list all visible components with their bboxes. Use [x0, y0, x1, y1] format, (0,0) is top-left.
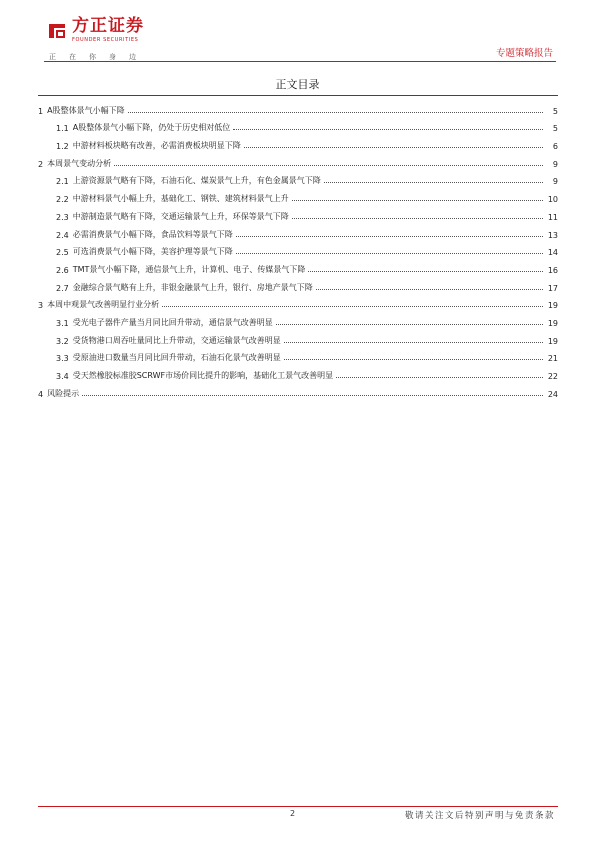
toc-entry-page: 10 — [547, 195, 558, 205]
toc-entry[interactable] — [38, 257, 558, 275]
toc-dot-leader — [236, 253, 543, 254]
toc-entry[interactable] — [38, 133, 558, 151]
toc-entry-number: 2.4 — [56, 230, 69, 240]
toc-entry-label: 中游制造景气略有下降，交通运输景气上升，环保等景气下降 — [72, 211, 289, 221]
toc-entry-page: 14 — [547, 248, 558, 258]
toc-dot-leader — [284, 359, 543, 360]
toc-entry-number: 3.3 — [56, 354, 69, 364]
toc-entry-number: 1.1 — [56, 124, 69, 134]
toc-entry-number: 2.5 — [56, 248, 69, 258]
toc-entry-page: 9 — [552, 159, 558, 169]
toc-entry[interactable] — [38, 204, 558, 222]
toc-entry-label: 本周景气变动分析 — [47, 158, 112, 168]
header-divider — [44, 61, 556, 62]
toc-entry[interactable] — [38, 275, 558, 293]
toc-entry[interactable] — [38, 98, 558, 116]
page-header — [0, 0, 595, 70]
toc-entry-number: 4 — [38, 389, 44, 399]
toc-dot-leader — [162, 306, 543, 307]
toc-entry-label: 受天然橡胶标准胶SCRWF市场价同比提升的影响，基础化工景气改善明显 — [72, 371, 334, 380]
toc-entry-number: 3.1 — [56, 318, 69, 328]
toc-dot-leader — [336, 377, 543, 378]
toc-entry-page: 19 — [547, 336, 558, 346]
toc-entry-number: 2 — [38, 159, 44, 169]
toc-dot-leader — [292, 200, 543, 201]
toc-entry[interactable] — [38, 328, 558, 346]
toc-entry[interactable] — [38, 186, 558, 204]
toc-entry[interactable] — [38, 222, 558, 240]
toc-entry-label: TMT景气小幅下降，通信景气上升，计算机、电子、传媒景气下降 — [72, 264, 306, 274]
toc-entry-number: 1 — [38, 106, 44, 116]
toc-entry-page: 24 — [547, 389, 558, 399]
toc-entry-page: 19 — [547, 318, 558, 328]
toc-entry-label: 本周中观景气改善明显行业分析 — [47, 300, 160, 310]
toc-title: 正文目录 — [275, 78, 320, 91]
toc-entry-label: 上游资源景气略有下降，石油石化、煤炭景气上升，有色金属景气下降 — [72, 176, 321, 186]
toc-entry-number: 3.2 — [56, 336, 69, 346]
toc-dot-leader — [233, 129, 543, 130]
toc-dot-leader — [276, 324, 543, 325]
toc-dot-leader — [316, 289, 543, 290]
toc-entry[interactable] — [38, 116, 558, 134]
toc-entry-label: 金融综合景气略有上升，非银金融景气上升，银行、房地产景气下降 — [72, 282, 313, 292]
toc-entry-page: 5 — [552, 124, 558, 134]
toc-entry[interactable] — [38, 381, 558, 399]
toc-entry-page: 19 — [547, 301, 558, 311]
slogan: 正在你身边 — [49, 53, 149, 61]
toc-entry-number: 2.6 — [56, 265, 69, 275]
founder-logo — [46, 18, 144, 43]
toc-entry-number: 2.2 — [56, 195, 69, 205]
toc-dot-leader — [244, 147, 543, 148]
toc-entry-page: 16 — [547, 265, 558, 275]
toc-entry[interactable] — [38, 169, 558, 187]
toc-entry-label: 必需消费景气小幅下降，食品饮料等景气下降 — [72, 229, 233, 239]
toc-dot-leader — [114, 165, 543, 166]
toc-entry-page: 21 — [547, 354, 558, 364]
toc-dot-leader — [324, 182, 543, 183]
toc-dot-leader — [292, 218, 543, 219]
toc-dot-leader — [128, 112, 543, 113]
toc-entry-number: 3 — [38, 301, 44, 311]
toc-entry[interactable] — [38, 240, 558, 258]
toc-dot-leader — [308, 271, 543, 272]
toc-entry-label: A股整体景气小幅下降，仍处于历史相对低位 — [72, 123, 231, 133]
toc-entry[interactable] — [38, 346, 558, 364]
report-type: 专题策略报告 — [495, 48, 553, 59]
founder-logo-icon — [46, 20, 68, 42]
disclaimer-notice: 敬请关注文后特别声明与免责条款 — [404, 811, 555, 821]
toc-dot-leader — [284, 342, 543, 343]
page-number: 2 — [290, 809, 296, 818]
toc-entry-number: 2.3 — [56, 212, 69, 222]
toc-entry-label: 受原油进口数量当月同比回升带动，石油石化景气改善明显 — [72, 353, 281, 363]
toc-entry-page: 22 — [547, 372, 558, 381]
toc-entry-label: A股整体景气小幅下降 — [47, 105, 125, 115]
toc-entry-page: 9 — [552, 177, 558, 187]
toc-entry-page: 5 — [552, 106, 558, 116]
toc-entry[interactable] — [38, 293, 558, 311]
toc-entry[interactable] — [38, 310, 558, 328]
toc-entry-number: 2.1 — [56, 177, 69, 187]
toc-dot-leader — [236, 236, 543, 237]
toc-entry[interactable] — [38, 151, 558, 169]
toc-entry-number: 3.4 — [56, 372, 69, 381]
toc-entry[interactable] — [38, 363, 558, 381]
toc-divider — [38, 95, 558, 96]
toc-entry-label: 可选消费景气小幅下降，美容护理等景气下降 — [72, 247, 233, 257]
logo-chinese-name: 方正证券 — [72, 16, 144, 36]
toc-entry-label: 中游材料景气小幅上升，基础化工、钢铁、建筑材料景气上升 — [72, 194, 289, 204]
table-of-contents — [38, 98, 558, 399]
toc-entry-label: 受光电子器件产量当月同比回升带动，通信景气改善明显 — [72, 317, 273, 327]
toc-entry-page: 13 — [547, 230, 558, 240]
toc-entry-page: 6 — [552, 142, 558, 152]
toc-entry-number: 1.2 — [56, 142, 69, 152]
footer-divider — [38, 806, 558, 807]
toc-entry-number: 2.7 — [56, 283, 69, 293]
toc-entry-label: 中游材料板块略有改善，必需消费板块明显下降 — [72, 141, 241, 151]
toc-entry-label: 受货物港口周吞吐量同比上升带动，交通运输景气改善明显 — [72, 335, 281, 345]
toc-entry-page: 11 — [547, 212, 558, 222]
logo-english-name: FOUNDER SECURITIES — [72, 37, 139, 43]
toc-entry-label: 风险提示 — [47, 388, 80, 398]
toc-dot-leader — [82, 395, 543, 396]
toc-entry-page: 17 — [547, 283, 558, 293]
